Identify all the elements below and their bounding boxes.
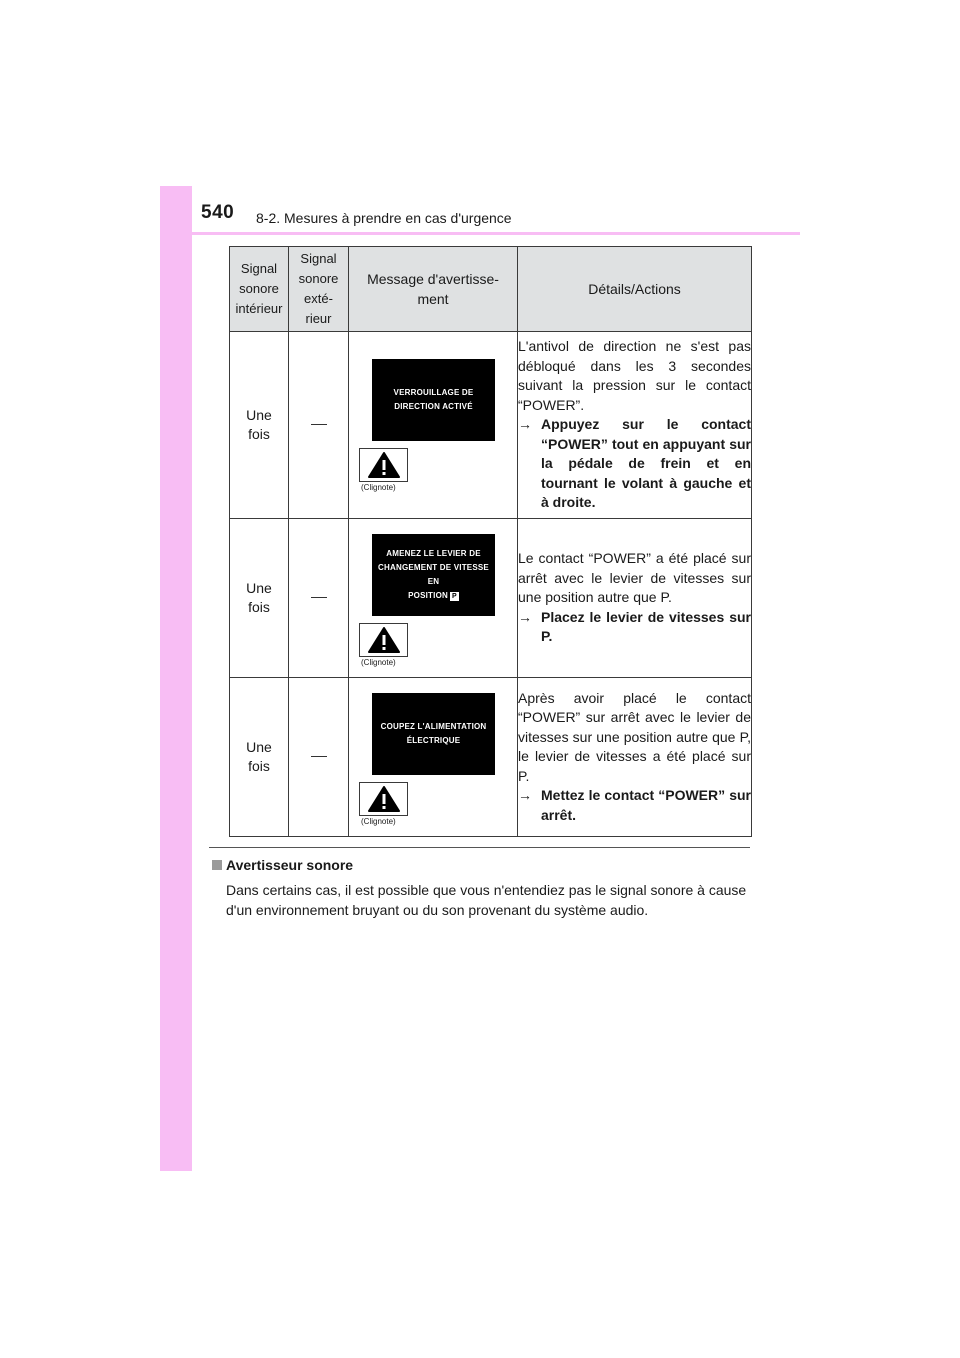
action-item [518,415,751,513]
details-cell [518,678,752,837]
interior-signal-count: Une fois [230,519,289,678]
header-details-actions: Détails/Actions [518,247,752,332]
warning-table [229,246,752,837]
note-title: Avertisseur sonore [226,857,354,873]
square-bullet-icon [212,860,222,870]
table-row [230,519,752,678]
detail-text: Après avoir placé le contact “POWER” sur arrêt avec le levier de vitesses sur une position autre que P, le levier de vitesses a été placé sur P. [518,689,751,784]
arrow-icon: → [518,787,532,804]
gear-p-badge: P [451,593,457,600]
exterior-signal-none [289,519,349,678]
details-cell [518,519,752,678]
page-number: 540 [201,202,235,223]
display-screen: AMENEZ LE LEVIER DE CHANGEMENT DE VITESSE EN POSITION P [372,534,495,616]
display-screen: COUPEZ L'ALIMENTATION ÉLECTRIQUE [372,693,495,775]
detail-text: Le contact “POWER” a été placé sur arrêt avec le levier de vitesses sur une position autre que P. [518,550,751,606]
exterior-signal-none [289,678,349,837]
action-item [518,786,751,825]
arrow-icon: → [518,416,532,433]
section-divider [209,847,750,848]
warning-message-cell [349,332,518,519]
arrow-icon: → [518,608,532,625]
header-rule [160,232,800,235]
table-header-row [230,247,752,332]
note-heading [212,857,353,873]
warning-triangle-icon [359,782,408,816]
side-tab-band [160,186,192,1171]
table-row [230,678,752,837]
action-text: Appuyez sur le contact “POWER” tout en appuyant sur la pédale de frein et en tournant le volant à gauche et à droite. [541,416,751,511]
exterior-signal-none [289,332,349,519]
details-cell [518,332,752,519]
warning-message-cell [349,678,518,837]
interior-signal-count: Une fois [230,678,289,837]
blink-label: (Clignote) [361,658,396,667]
action-text: Mettez le contact “POWER” sur arrêt. [541,787,751,823]
display-screen: VERROUILLAGE DE DIRECTION ACTIVÉ [372,359,495,441]
action-item [518,608,751,647]
warning-triangle-icon [359,623,408,657]
header-interior-signal: Signal sonore intérieur [230,247,289,332]
detail-text: L'antivol de direction ne s'est pas débloqué dans les 3 secondes suivant la pression sur le contact “POWER”. [518,338,751,413]
table-row [230,332,752,519]
header-warning-message: Message d'avertisse- ment [349,247,518,332]
blink-label: (Clignote) [361,483,396,492]
warning-message-cell [349,519,518,678]
blink-label: (Clignote) [361,817,396,826]
section-title: 8-2. Mesures à prendre en cas d'urgence [256,210,512,226]
interior-signal-count: Une fois [230,332,289,519]
warning-triangle-icon [359,448,408,482]
note-body: Dans certains cas, il est possible que vous n'entendiez pas le signal sonore à cause d'un environnement bruyant ou du son provenant du système audio. [226,882,747,918]
action-text: Placez le levier de vitesses sur P. [541,608,751,645]
header-exterior-signal: Signal sonore exté- rieur [289,247,349,332]
